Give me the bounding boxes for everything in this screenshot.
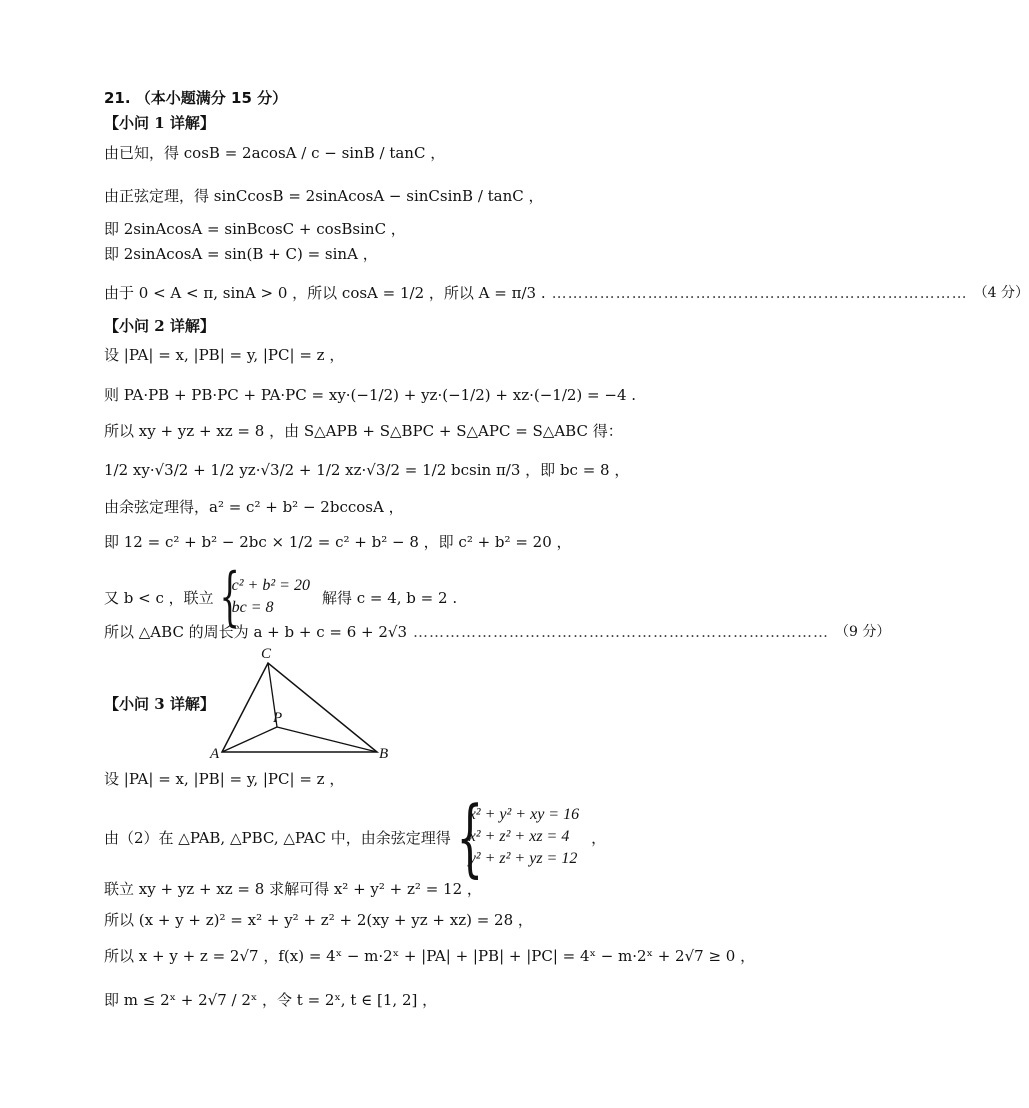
brace-icon: { xyxy=(219,560,240,634)
part3-system-suffix: ， xyxy=(591,828,607,847)
part3-line-5: 即 m ≤ 2ˣ + 2√7 / 2ˣ ，令 t = 2ˣ, t ∈ [1, 2] ， xyxy=(104,991,438,1009)
label-a: A xyxy=(210,746,220,762)
part3-line-2: 联立 xy + yz + xz = 8 求解可得 x² + y² + z² = 12 ， xyxy=(104,880,482,898)
part2-eq-2: bc = 8 xyxy=(231,599,274,616)
part1-final-line: 由于 0 < A < π, sinA > 0 ，所以 cosA = 1/2 ，所以 A = π/3 . xyxy=(104,284,546,302)
part3-line-1: 设 |PA| = x, |PB| = y, |PC| = z ， xyxy=(104,770,345,788)
part2-final-row xyxy=(104,622,891,642)
triangle-abc xyxy=(222,663,377,752)
part2-final-line: 所以 △ABC 的周长为 a + b + c = 6 + 2√3 xyxy=(104,623,408,641)
part2-heading: 【小问 2 详解】 xyxy=(104,317,215,335)
part2-system-suffix: 解得 c = 4, b = 2 . xyxy=(321,588,458,607)
part2-line-3: 所以 xy + yz + xz = 8 ，由 S△APB + S△BPC + S△APC = S△ABC 得： xyxy=(104,422,623,440)
part1-score: （4 分） xyxy=(973,285,1029,301)
part2-score: （9 分） xyxy=(835,624,891,640)
part2-line-4: 1/2 xy·√3/2 + 1/2 yz·√3/2 + 1/2 xz·√3/2 = 1/2 bcsin π/3 ，即 bc = 8 ， xyxy=(104,461,630,479)
question-title: 21. （本小题满分 15 分） xyxy=(104,89,288,107)
part1-line-2: 由正弦定理，得 sinCcosB = 2sinAcosA − sinCsinB / tanC ， xyxy=(104,187,544,205)
part2-line-6: 即 12 = c² + b² − 2bc × 1/2 = c² + b² − 8 ，即 c² + b² = 20 ， xyxy=(104,533,572,551)
segment-pa xyxy=(222,727,277,752)
part2-line-2: 则 PA·PB + PB·PC + PA·PC = xy·(−1/2) + yz·(−1/2) + xz·(−1/2) = −4 . xyxy=(104,386,637,404)
part2-line-1: 设 |PA| = x, |PB| = y, |PC| = z ， xyxy=(104,346,345,364)
part3-system-equations xyxy=(469,806,579,868)
part3-system-prefix: 由（2）在 △PAB, △PBC, △PAC 中，由余弦定理得 xyxy=(104,828,451,847)
leader-dots: …………………………………………………………………… xyxy=(551,284,968,302)
part2-eq-1: c² + b² = 20 xyxy=(231,577,310,594)
part1-line-1: 由已知，得 cosB = 2acosA / c − sinB / tanC ， xyxy=(104,144,446,162)
part1-heading: 【小问 1 详解】 xyxy=(104,114,215,132)
part2-system-prefix: 又 b < c ，联立 xyxy=(104,588,214,607)
part1-final-row xyxy=(104,283,1029,303)
part2-system-equations xyxy=(232,577,310,617)
label-p: P xyxy=(273,710,283,726)
part3-heading: 【小问 3 详解】 xyxy=(104,695,215,713)
part3-line-4: 所以 x + y + z = 2√7 ，f(x) = 4ˣ − m·2ˣ + |PA| + |PB| + |PC| = 4ˣ − m·2ˣ + 2√7 ≥ 0 ， xyxy=(104,947,756,965)
label-b: B xyxy=(379,746,389,762)
brace-icon: { xyxy=(456,788,483,886)
part3-line-3: 所以 (x + y + z)² = x² + y² + z² + 2(xy + yz + xz) = 28 ， xyxy=(104,911,533,929)
part2-line-5: 由余弦定理得，a² = c² + b² − 2bccosA ， xyxy=(104,498,404,516)
label-c: C xyxy=(261,646,272,662)
leader-dots: …………………………………………………………………… xyxy=(413,623,830,641)
part3-eq-2: x² + z² + xz = 4 xyxy=(468,828,570,845)
part1-line-4: 即 2sinAcosA = sin(B + C) = sinA ， xyxy=(104,245,378,263)
part1-line-3: 即 2sinAcosA = sinBcosC + cosBsinC ， xyxy=(104,220,406,238)
part3-eq-3: y² + z² + yz = 12 xyxy=(468,850,578,867)
triangle-figure xyxy=(205,645,400,760)
part3-system xyxy=(104,788,607,886)
part3-eq-1: x² + y² + xy = 16 xyxy=(468,806,580,823)
